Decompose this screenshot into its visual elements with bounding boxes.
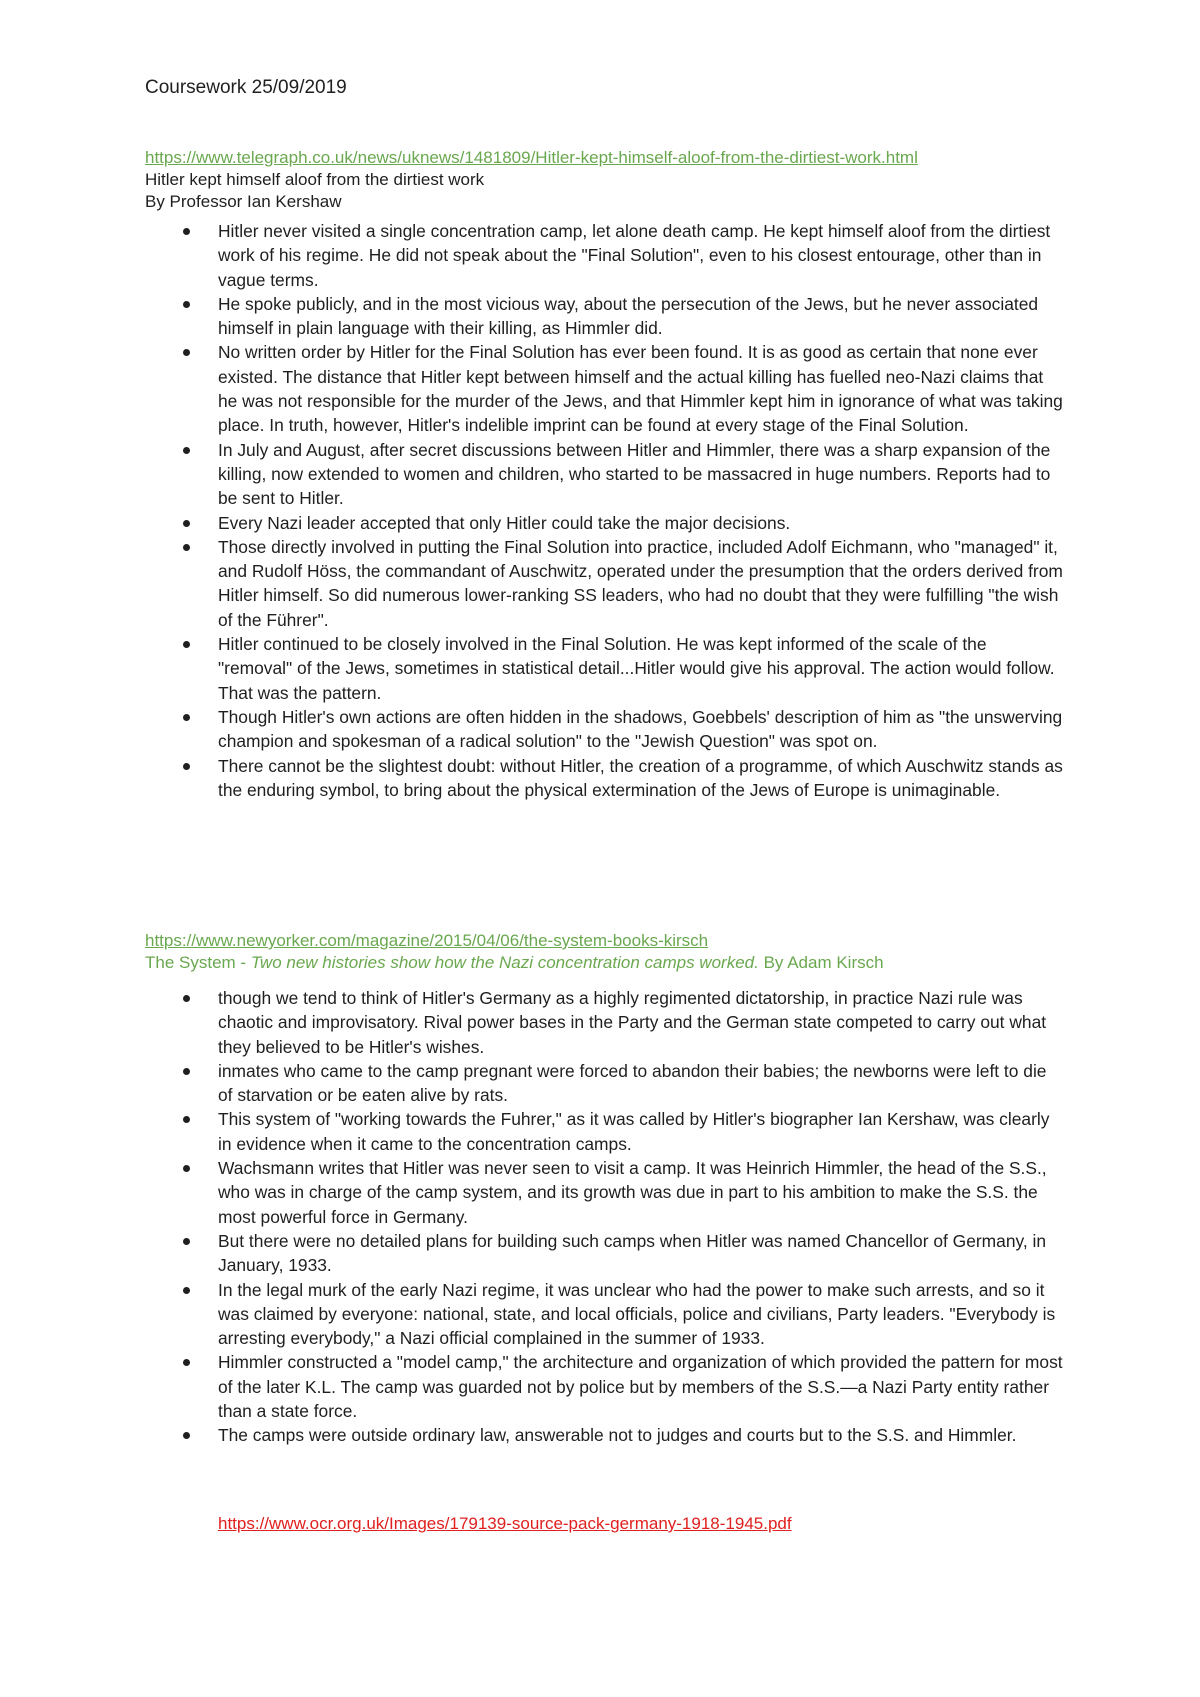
source-section-ocr xyxy=(218,1513,792,1535)
list-item xyxy=(145,1059,1065,1108)
telegraph-source-link[interactable]: https://www.telegraph.co.uk/news/uknews/1481809/Hitler-kept-himself-aloof-from-the-dirtiest-work.html xyxy=(145,148,918,167)
bullet-dot-icon xyxy=(183,1359,190,1366)
list-item-text: But there were no detailed plans for building such camps when Hitler was named Chancellor of Germany, in January, 1933. xyxy=(218,1230,1047,1276)
notes-list xyxy=(145,986,1065,1448)
list-item xyxy=(145,511,1065,535)
article-headline xyxy=(145,952,1065,974)
source-section-telegraph xyxy=(145,147,1065,802)
source-section-newyorker xyxy=(145,930,1065,1448)
bullet-dot-icon xyxy=(183,228,190,235)
list-item xyxy=(145,1278,1065,1351)
list-item-text: Wachsmann writes that Hitler was never seen to visit a camp. It was Heinrich Himmler, the head of the S.S., who was in charge of the camp system, and its growth was due in part to his ambition to make the S.S. the most powerful force in Germany. xyxy=(218,1158,1047,1227)
list-item xyxy=(145,754,1065,803)
list-item xyxy=(145,986,1065,1059)
list-item-text: inmates who came to the camp pregnant were forced to abandon their babies; the newborns were left to die of starvation or be eaten alive by rats. xyxy=(218,1060,1047,1106)
list-item xyxy=(145,1156,1065,1229)
list-item-text: There cannot be the slightest doubt: without Hitler, the creation of a programme, of which Auschwitz stands as the enduring symbol, to bring about the physical extermination of the Jews of Europe is unimaginable. xyxy=(218,755,1063,800)
list-item xyxy=(145,1229,1065,1278)
document-title: Coursework 25/09/2019 xyxy=(145,77,347,98)
bullet-dot-icon xyxy=(183,714,190,721)
headline-prefix: The System - xyxy=(145,953,251,972)
list-item xyxy=(145,535,1065,632)
list-item-text: Though Hitler's own actions are often hidden in the shadows, Goebbels' description of him as "the unswerving champion and spokesman of a radical solution" to the "Jewish Question" was spot on. xyxy=(218,706,1063,752)
bullet-dot-icon xyxy=(183,301,190,308)
bullet-dot-icon xyxy=(183,1165,190,1172)
list-item xyxy=(145,219,1065,292)
list-item-text: The camps were outside ordinary law, answerable not to judges and courts but to the S.S. and Himmler. xyxy=(218,1425,1017,1446)
list-item-text: Those directly involved in putting the Final Solution into practice, included Adolf Eichmann, who "managed" it, and Rudolf Höss, the commandant of Auschwitz, operated under the presumption that the orders derived from Hitler himself. So did numerous lower-ranking SS leaders, who had no doubt that they were fulfilling "the wish of the Führer". xyxy=(218,536,1063,630)
list-item-text: Hitler continued to be closely involved in the Final Solution. He was kept informed of the scale of the "removal" of the Jews, sometimes in statistical detail...Hitler would give his approval. The action would follow. That was the pattern. xyxy=(218,634,1055,703)
notes-list xyxy=(145,219,1065,802)
bullet-dot-icon xyxy=(183,1287,190,1294)
ocr-source-link[interactable]: https://www.ocr.org.uk/Images/179139-source-pack-germany-1918-1945.pdf xyxy=(218,1514,792,1533)
list-item xyxy=(145,438,1065,511)
list-item-text: He spoke publicly, and in the most vicious way, about the persecution of the Jews, but he never associated himself in plain language with their killing, as Himmler did. xyxy=(218,293,1039,339)
bullet-dot-icon xyxy=(183,349,190,356)
list-item-text: This system of "working towards the Fuhrer," as it was called by Hitler's biographer Ian Kershaw, was clearly in evidence when it came to the concentration camps. xyxy=(218,1109,1050,1154)
bullet-dot-icon xyxy=(183,763,190,770)
list-item-text: Every Nazi leader accepted that only Hitler could take the major decisions. xyxy=(218,512,791,533)
list-item-text: In July and August, after secret discussions between Hitler and Himmler, there was a sharp expansion of the killing, now extended to women and children, who started to be massacred in huge numbers. Reports had to be sent to Hitler. xyxy=(218,439,1051,509)
list-item-text: though we tend to think of Hitler's Germany as a highly regimented dictatorship, in practice Nazi rule was chaotic and improvisatory. Rival power bases in the Party and the German state competed to carry out what they believed to be Hitler's wishes. xyxy=(218,988,1047,1057)
newyorker-source-link[interactable]: https://www.newyorker.com/magazine/2015/04/06/the-system-books-kirsch xyxy=(145,931,709,950)
bullet-dot-icon xyxy=(183,995,190,1002)
list-item xyxy=(145,705,1065,754)
list-item xyxy=(145,340,1065,437)
bullet-dot-icon xyxy=(183,1432,190,1439)
list-item-text: Himmler constructed a "model camp," the architecture and organization of which provided the pattern for most of the later K.L. The camp was guarded not by police but by members of the S.S.—a Nazi Party entity rather than a state force. xyxy=(218,1352,1063,1422)
list-item xyxy=(145,632,1065,705)
headline-byline: By Adam Kirsch xyxy=(758,953,884,972)
article-headline: Hitler kept himself aloof from the dirtiest work xyxy=(145,170,485,189)
headline-subtitle: Two new histories show how the Nazi concentration camps worked. xyxy=(250,953,759,972)
list-item-text: Hitler never visited a single concentration camp, let alone death camp. He kept himself aloof from the dirtiest work of his regime. He did not speak about the "Final Solution", even to his closest entourage, other than in vague terms. xyxy=(218,221,1051,290)
bullet-dot-icon xyxy=(183,447,190,454)
list-item-text: No written order by Hitler for the Final Solution has ever been found. It is as good as certain that none ever existed. The distance that Hitler kept between himself and the actual killing has fuelled neo-Nazi claims that he was not responsible for the murder of the Jews, and that Himmler kept him in ignorance of what was taking place. In truth, however, Hitler's indelible imprint can be found at every stage of the Final Solution. xyxy=(218,342,1063,436)
list-item-text: In the legal murk of the early Nazi regime, it was unclear who had the power to make such arrests, and so it was claimed by everyone: national, state, and local officials, police and civilians, Party leaders. "Everybody is arresting everybody," a Nazi official complained in the summer of 1933. xyxy=(218,1279,1056,1349)
article-byline: By Professor Ian Kershaw xyxy=(145,192,342,211)
bullet-dot-icon xyxy=(183,1068,190,1075)
bullet-dot-icon xyxy=(183,544,190,551)
list-item xyxy=(145,292,1065,341)
list-item xyxy=(145,1423,1065,1447)
bullet-dot-icon xyxy=(183,1116,190,1123)
bullet-dot-icon xyxy=(183,520,190,527)
list-item xyxy=(145,1350,1065,1423)
bullet-dot-icon xyxy=(183,641,190,648)
bullet-dot-icon xyxy=(183,1238,190,1245)
list-item xyxy=(145,1107,1065,1156)
